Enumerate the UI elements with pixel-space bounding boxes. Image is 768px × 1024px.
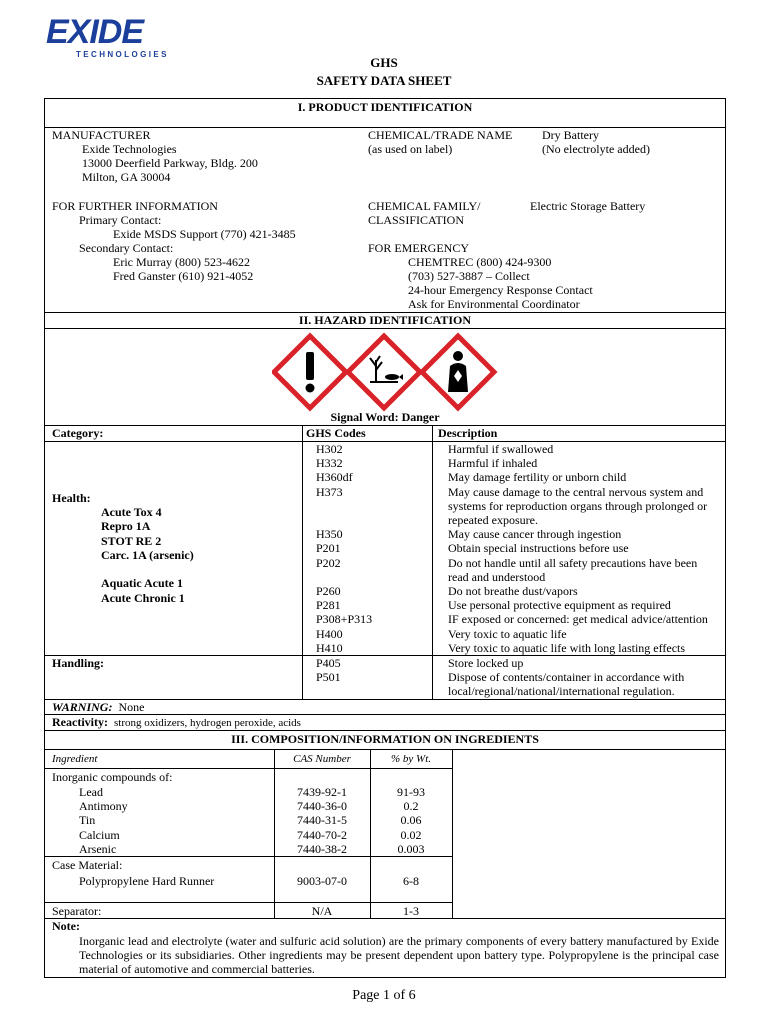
ingredient-cas: 7439-92-1 — [297, 785, 347, 799]
separator-row-name: Separator: — [52, 904, 102, 918]
warning-row — [52, 700, 144, 714]
hazard-description: Do not handle until all safety precautions have been — [448, 555, 698, 570]
signal-word: Signal Word: Danger — [330, 410, 440, 424]
warning-label: WARNING: — [52, 700, 113, 714]
ingredient-cas: 7440-31-5 — [297, 813, 347, 828]
col-cas-header: CAS Number — [293, 753, 351, 765]
col-ingredient-header: Ingredient — [52, 753, 98, 765]
ghs-code: P281 — [316, 598, 341, 613]
emergency-line: CHEMTREC (800) 424-9300 — [408, 255, 552, 269]
secondary-contact-value: Eric Murray (800) 523-4622 — [113, 255, 250, 269]
manufacturer-line: Exide Technologies — [82, 142, 177, 156]
chem-family-label-2: CLASSIFICATION — [368, 213, 465, 227]
ghs-code: H410 — [316, 640, 343, 655]
manufacturer-label: MANUFACTURER — [52, 128, 151, 142]
col-category-header: Category: — [52, 426, 104, 440]
environment-icon — [348, 336, 420, 408]
case-label: Case Material: — [52, 858, 123, 872]
aquatic-category: Acute Chronic 1 — [101, 591, 185, 605]
ingredient-name: Lead — [79, 785, 103, 799]
health-category: Carc. 1A (arsenic) — [101, 548, 194, 562]
handling-description: Store locked up — [448, 656, 524, 670]
ingredient-name: Tin — [79, 813, 96, 828]
hazard-description: May damage fertility or unborn child — [448, 470, 627, 485]
ingredient-wt: 0.2 — [403, 799, 419, 814]
reactivity-value: strong oxidizers, hydrogen peroxide, acids — [113, 717, 301, 729]
ghs-code: P201 — [316, 541, 341, 556]
hazard-description: systems for reproduction organs through prolonged or — [448, 498, 708, 513]
section2-heading: II. HAZARD IDENTIFICATION — [298, 313, 472, 327]
hazard-description: May cause cancer through ingestion — [448, 527, 622, 542]
ingredient-cas: 7440-36-0 — [297, 799, 347, 814]
ghs-code: P260 — [316, 584, 341, 598]
logo-text: EXIDE — [46, 13, 144, 51]
hazard-description: Very toxic to aquatic life — [448, 626, 567, 641]
secondary-contact-value: Fred Ganster (610) 921-4052 — [113, 269, 254, 283]
section1-heading: I. PRODUCT IDENTIFICATION — [297, 100, 473, 114]
health-category: STOT RE 2 — [101, 534, 162, 548]
manufacturer-line: 13000 Deerfield Parkway, Bldg. 200 — [82, 156, 258, 170]
hazard-description: Very toxic to aquatic life with long lasting effects — [448, 640, 686, 655]
ingredient-name: Arsenic — [79, 841, 117, 856]
handling-label: Handling: — [52, 656, 105, 670]
health-category: Repro 1A — [101, 519, 151, 533]
ghs-code: P308+P313 — [316, 612, 373, 627]
case-row-name: Polypropylene Hard Runner — [79, 874, 215, 888]
ingredient-cas: 7440-38-2 — [297, 841, 347, 856]
ghs-code: H373 — [316, 484, 343, 499]
aquatic-category: Aquatic Acute 1 — [101, 576, 183, 590]
health-hazard-icon — [422, 336, 494, 408]
reactivity-label: Reactivity: — [52, 715, 108, 729]
handling-code: P501 — [316, 670, 341, 684]
ghs-code: H400 — [316, 626, 343, 641]
primary-contact-value: Exide MSDS Support (770) 421-3485 — [113, 227, 296, 241]
chem-trade-note: (No electrolyte added) — [542, 142, 650, 156]
ghs-code: H360df — [316, 470, 353, 485]
case-row-cas: 9003-07-0 — [297, 874, 347, 888]
hazard-description: May cause damage to the central nervous system and — [448, 484, 704, 499]
emergency-line: 24-hour Emergency Response Contact — [408, 283, 593, 297]
ghs-code: H350 — [316, 527, 343, 542]
ghs-pictograms — [272, 332, 498, 412]
chem-trade-sub: (as used on label) — [368, 142, 453, 156]
chem-family-label: CHEMICAL FAMILY/ — [368, 199, 481, 213]
emergency-line: (703) 527-3887 – Collect — [408, 269, 530, 283]
logo-subtext: TECHNOLOGIES — [76, 50, 169, 59]
hazard-description: repeated exposure. — [448, 513, 538, 527]
hazard-description: Use personal protective equipment as required — [448, 598, 671, 613]
section3-heading: III. COMPOSITION/INFORMATION ON INGREDIENTS — [231, 732, 539, 746]
ingredient-name: Calcium — [79, 827, 120, 842]
col-wt-header: % by Wt. — [390, 753, 431, 765]
page-number: Page 1 of 6 — [352, 988, 416, 1003]
hazard-description: IF exposed or concerned: get medical advice/attention — [448, 612, 708, 627]
ingredient-wt: 0.06 — [400, 813, 422, 828]
ingredient-wt: 91-93 — [397, 785, 425, 799]
doc-title-ghs: GHS — [370, 55, 398, 70]
health-label: Health: — [52, 491, 91, 505]
ingredient-cas: 7440-70-2 — [297, 827, 347, 842]
col-codes-header: GHS Codes — [306, 426, 366, 440]
hazard-description: read and understood — [448, 569, 546, 584]
warning-value: None — [118, 700, 145, 714]
hazard-description: Obtain special instructions before use — [448, 541, 629, 556]
further-info-label: FOR FURTHER INFORMATION — [52, 199, 218, 213]
chem-family-value: Electric Storage Battery — [530, 199, 646, 213]
reactivity-row — [52, 715, 301, 730]
ingredient-wt: 0.003 — [397, 841, 425, 856]
exclamation-mark-icon — [274, 336, 346, 408]
separator-row-cas: N/A — [311, 904, 333, 918]
hazard-description: Harmful if inhaled — [448, 456, 538, 471]
chem-trade-value: Dry Battery — [542, 128, 599, 142]
primary-contact-label: Primary Contact: — [79, 213, 162, 227]
col-description-header: Description — [438, 426, 498, 440]
doc-title-sds: SAFETY DATA SHEET — [316, 73, 452, 88]
handling-description: Dispose of contents/container in accordance with — [448, 670, 685, 684]
note-text: Inorganic lead and electrolyte (water and sulfuric acid solution) are the primary components of every battery manufactured by Exide Technologies or its subsidiaries. Other ingredients may be present dependent upon battery type. Polypropylene is the principal case material of automotive and commercial batteries. — [79, 934, 719, 977]
ghs-code: H332 — [316, 456, 343, 471]
ingredient-wt: 0.02 — [400, 827, 422, 842]
note-label: Note: — [52, 919, 80, 933]
case-row-wt: 6-8 — [403, 874, 419, 888]
secondary-contact-label: Secondary Contact: — [79, 241, 174, 255]
chem-trade-label: CHEMICAL/TRADE NAME — [368, 128, 513, 142]
emergency-label: FOR EMERGENCY — [368, 241, 470, 255]
hazard-description: Harmful if swallowed — [448, 442, 554, 456]
exide-logo — [46, 14, 170, 60]
hazard-description: Do not breathe dust/vapors — [448, 584, 578, 598]
handling-description: local/regional/national/international regulation. — [448, 684, 675, 698]
ingredient-name: Antimony — [79, 799, 128, 814]
health-category: Acute Tox 4 — [101, 505, 162, 519]
inorganic-label: Inorganic compounds of: — [52, 770, 173, 784]
ghs-code: P202 — [316, 555, 341, 570]
emergency-line: Ask for Environmental Coordinator — [408, 297, 580, 311]
ghs-code: H302 — [316, 442, 343, 456]
separator-row-wt: 1-3 — [403, 904, 419, 918]
manufacturer-line: Milton, GA 30004 — [82, 170, 171, 184]
handling-code: P405 — [316, 656, 341, 670]
